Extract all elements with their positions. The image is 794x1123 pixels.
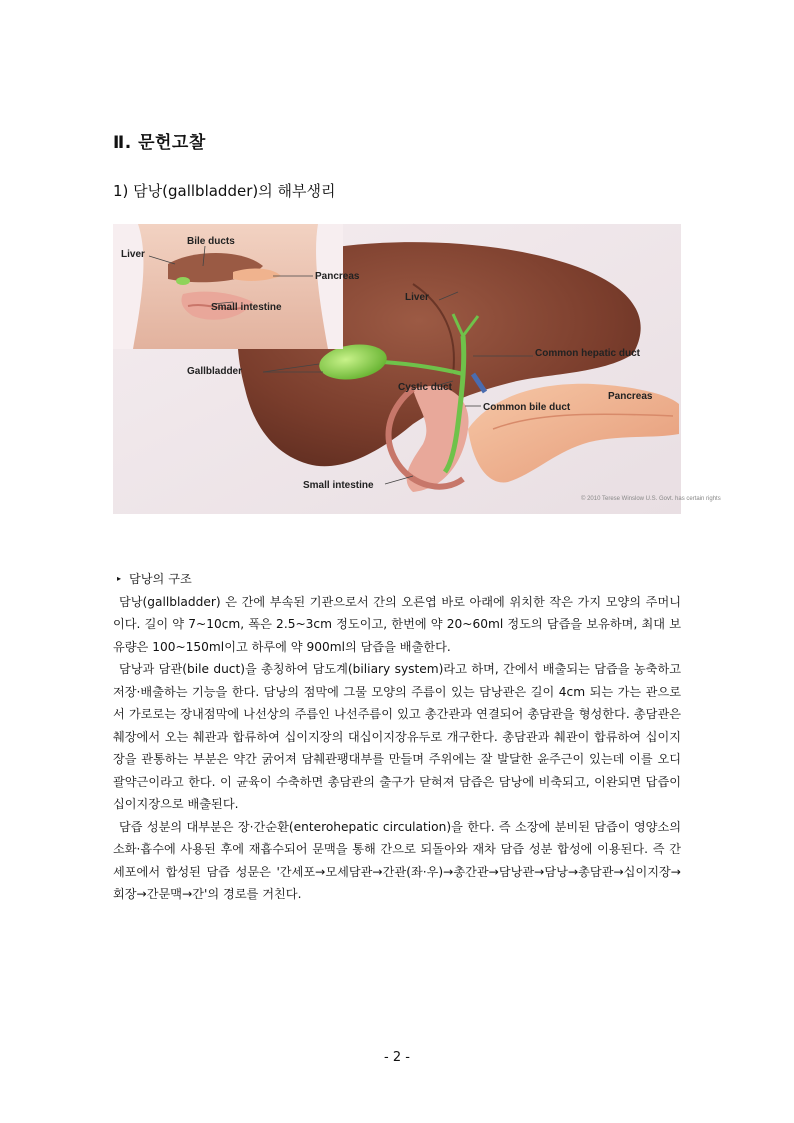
label-small-intestine-inset: Small intestine xyxy=(211,302,282,313)
label-liver: Liver xyxy=(405,292,429,303)
gallbladder-anatomy-figure xyxy=(113,224,721,514)
label-liver-inset: Liver xyxy=(121,249,145,260)
figure-credit: © 2010 Terese Winslow U.S. Govt. has certain rights xyxy=(581,496,721,502)
label-bile-ducts: Bile ducts xyxy=(187,236,235,247)
triangle-bullet-icon: ▸ xyxy=(117,574,122,583)
label-small-intestine: Small intestine xyxy=(303,480,374,491)
paragraph-1: 담낭(gallbladder) 은 간에 부속된 기관으로서 간의 오른엽 바로 아래에 위치한 작은 가지 모양의 주머니이다. 길이 약 7~10cm, 폭은 2.5~3cm 정도이고, 한번에 약 20~60ml 정도의 담즙을 보유하며, 최대 보유량은 100~150ml이고 하루에 약 900ml의 담즙을 배출한다. xyxy=(113,594,681,654)
section-title: Ⅱ. 문헌고찰 xyxy=(113,133,206,153)
page-number: - 2 - xyxy=(384,1050,410,1065)
body-text xyxy=(113,568,681,906)
label-pancreas: Pancreas xyxy=(608,391,653,402)
label-gallbladder: Gallbladder xyxy=(187,366,243,377)
label-common-hepatic-duct: Common hepatic duct xyxy=(535,348,641,359)
label-cystic-duct: Cystic duct xyxy=(398,382,452,393)
paragraph-2: 담낭과 담관(bile duct)을 총칭하여 담도계(biliary system)라고 하며, 간에서 배출되는 담즙을 농축하고 저장·배출하는 기능을 한다. 담낭의 점막에 그물 모양의 주름이 있는 담낭관은 길이 4cm 되는 가는 관으로서 가로로는 장내점막에 나선상의 주름인 나선주름이 있고 총간관과 연결되어 총담관을 형성한다. 총담관은 췌장에서 오는 췌관과 합류하여 십이지장의 대십이지장유두로 개구한다. 총담관과 췌관이 합류하여 십이지장을 관통하는 부분은 약간 굵어져 담췌관팽대부를 만들며 주위에는 잘 발달한 윤주근이 있는데 이를 오디괄약근이라고 한다. 이 균육이 수축하면 총담관의 출구가 닫혀져 담즙은 담낭에 비축되고, 이완되면 답즙이 십이지장으로 배출된다. xyxy=(113,662,681,811)
heading-text: 담낭의 구조 xyxy=(129,572,192,586)
section-heading xyxy=(117,568,681,591)
label-common-bile-duct: Common bile duct xyxy=(483,402,571,413)
subsection-title: 1) 담낭(gallbladder)의 해부생리 xyxy=(113,182,336,200)
label-pancreas-inset: Pancreas xyxy=(315,271,360,282)
anatomy-illustration xyxy=(113,224,721,514)
paragraph-3: 담즙 성분의 대부분은 장·간순환(enterohepatic circulation)을 한다. 즉 소장에 분비된 담즙이 영양소의 소화·흡수에 사용된 후에 재흡수되어 문맥을 통해 간으로 되돌아와 재차 담즙 성분 합성에 이용된다. 즉 간세포에서 합성된 담즙 성문은 '간세포→모세담관→간관(좌·우)→총간관→담낭관→담낭→총담관→십이지장→회장→간문맥→간'의 경로를 거친다. xyxy=(113,819,681,901)
